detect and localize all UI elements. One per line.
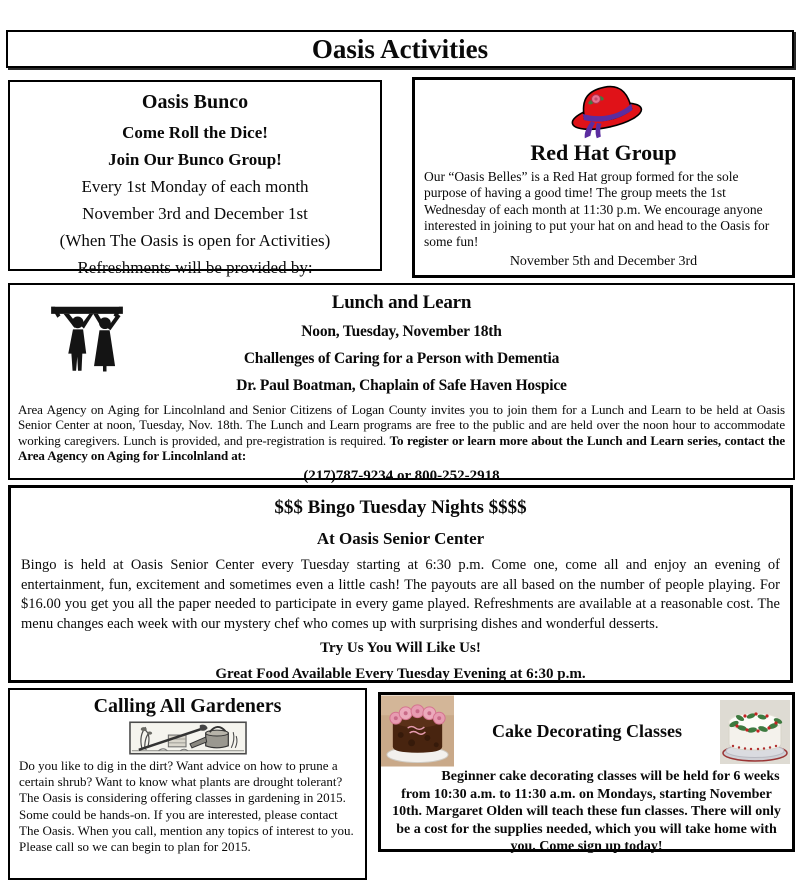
lunch-learn-date: Noon, Tuesday, November 18th [301,323,502,340]
bingo-subtitle: At Oasis Senior Center [316,529,485,548]
cake-title: Cake Decorating Classes [492,720,682,741]
holly-decorated-cake-image [720,700,790,764]
lunch-learn-topic: Challenges of Caring for a Person with Dementia [243,350,560,367]
bunco-title: Oasis Bunco [141,91,249,113]
bingo-tagline-2: Great Food Available Every Tuesday Evening at 6:30 p.m. [215,666,586,682]
gardeners-title: Calling All Gardeners [93,695,282,717]
cake-body: Beginner cake decorating classes will be held for 6 weeks from 10:30 a.m. to 11:30 a.m. on Mondays, starting November 10th. Margaret Olden will teach these fun classes. There will only be a cost for the supplies needed, which you will take home with you. Come sign up today! [392,769,781,855]
people-holding-table-icon [48,299,126,377]
garden-tools-engraving-image [129,721,247,755]
red-hat-title: Red Hat Group [530,140,677,165]
bunco-line: Every 1st Monday of each month [81,177,309,196]
red-hat-body: Our “Oasis Belles” is a Red Hat group formed for the sole purpose of having a good time! The group meets the 1st Wednesday of each month at 11:30 p.m. We encourage anyone interested in joining to put your hat on and head to the Oasis for some fun! [424,169,770,250]
bunco-line: Refreshments will be provided by: [77,258,313,277]
red-hat-section [412,77,795,278]
cake-section [378,692,795,855]
lunch-learn-body [18,402,785,464]
bingo-tagline-1: Try Us You Will Like Us! [320,640,481,656]
lunch-learn-body-regular: Area Agency on Aging for Lincolnland and Senior Citizens of Logan County invites you to join them for a Lunch and Learn to be held at Oasis Senior Center at noon, Tuesday, Nov. 18th. The Lunch and Learn programs are free to the public and are held over the noon hour to accommodate working caregivers. Lunch is provided, and pre-registration is required. [18,402,785,448]
lunch-learn-phone: (217)787-9234 or 800-252-2918 [303,467,500,484]
red-hat-dates: November 5th and December 3rd [509,254,698,270]
bingo-section [8,485,793,683]
bunco-line: November 3rd and December 1st [82,204,308,223]
page-title-box [6,30,794,68]
lunch-learn-title: Lunch and Learn [331,292,472,313]
page-title: Oasis Activities [311,33,489,64]
lunch-learn-body-bold: To register or learn more about the Lunch and Learn series, contact the Area Agency on Aging for Lincolnland at: [18,432,785,464]
bunco-line: Join Our Bunco Group! [108,150,282,169]
cake-header-row [381,695,792,767]
lunch-and-learn-section [8,283,795,484]
bunco-line: (When The Oasis is open for Activities) [59,231,331,250]
bunco-section [8,80,382,277]
bunco-line: Come Roll the Dice! [122,123,268,142]
chocolate-rose-cake-image [381,695,454,767]
bingo-title: $$$ Bingo Tuesday Nights $$$$ [274,497,527,518]
bingo-body: Bingo is held at Oasis Senior Center every Tuesday starting at 6:30 p.m. Come one, come all and enjoy an evening of entertainment, fun, excitement and sometimes even a little cash! The payouts are all based on the number of people playing. For $16.00 you get you all the paper needed to participate in every game played. Refreshments are available at a reasonable cost. The menu changes each week with our mystery chef who comes up with surprising dishes and wonderful desserts. [21,557,780,632]
lunch-learn-speaker: Dr. Paul Boatman, Chaplain of Safe Haven Hospice [236,377,567,394]
red-hat-icon [554,83,654,139]
gardeners-body: Do you like to dig in the dirt? Want advice on how to prune a certain shrub? Want to know what plants are drought tolerant? The Oasis is considering offering classes in gardening in 2015. Some could be hands-on. If you are interested, please contact The Oasis. When you call, mention any topics of interest to you. Please call so we can begin to plan for 2015. [19,758,354,855]
gardeners-section [8,688,367,880]
